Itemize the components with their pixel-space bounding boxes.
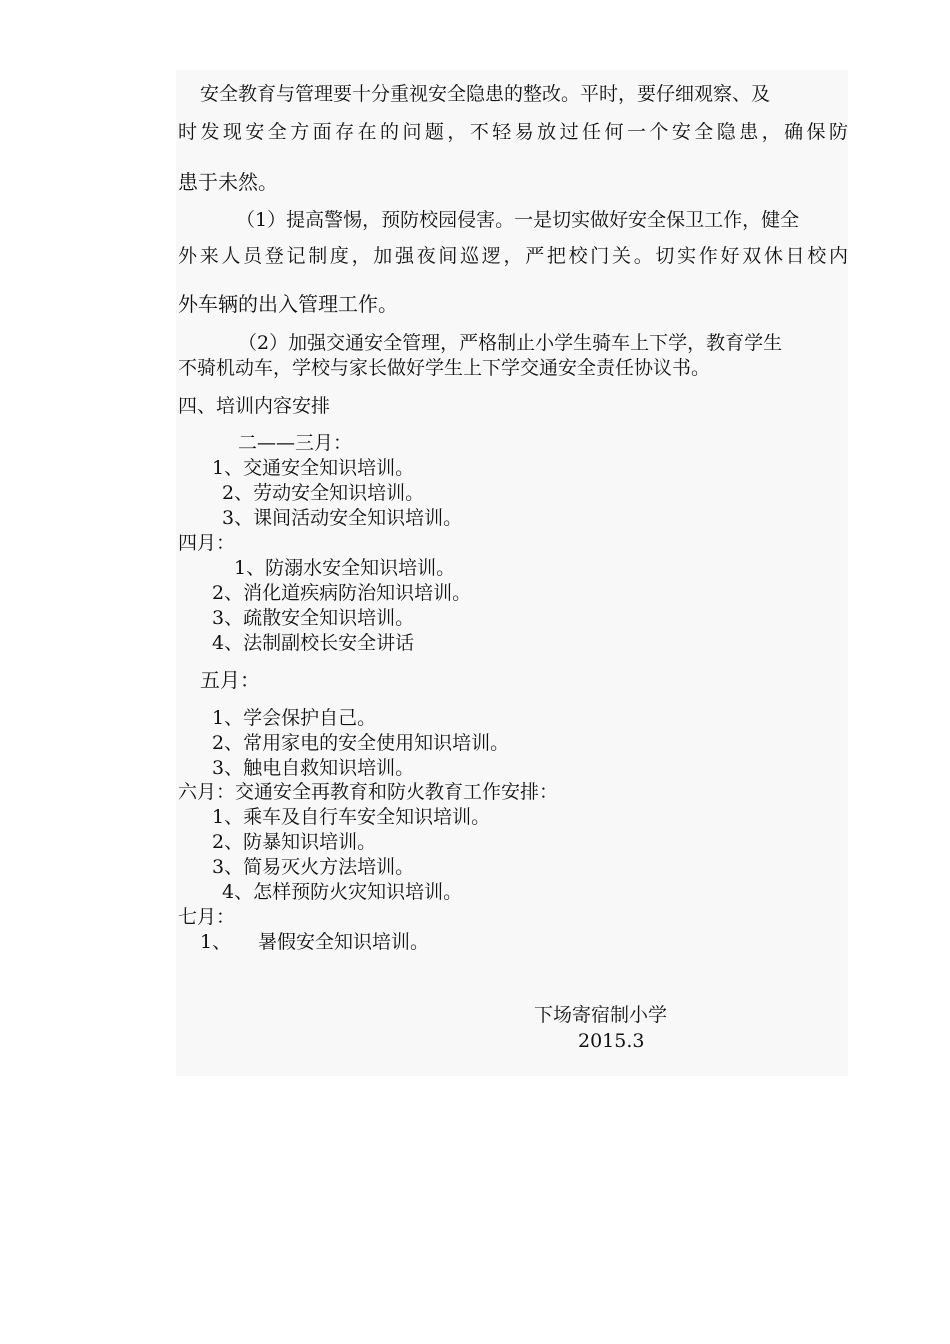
paragraph-1-line-3: 患于未然。 (178, 170, 278, 194)
month-label-may: 五月： (200, 668, 260, 692)
list-item: 3、疏散安全知识培训。 (212, 607, 415, 629)
paragraph-1-line-1: 安全教育与管理要十分重视安全隐患的整改。平时，要仔细观察、及 (200, 83, 771, 105)
list-item: 4、法制副校长安全讲话 (212, 632, 415, 654)
list-item: 2、防暴知识培训。 (212, 831, 377, 853)
list-item: 1、学会保护自己。 (212, 707, 377, 729)
list-item: 2、常用家电的安全使用知识培训。 (212, 732, 510, 754)
list-item: 2、消化道疾病防治知识培训。 (212, 582, 472, 604)
document-date: 2015.3 (578, 1030, 645, 1052)
list-item: 3、课间活动安全知识培训。 (222, 507, 463, 529)
section-heading: 四、培训内容安排 (178, 395, 331, 417)
month-label-jul: 七月： (178, 906, 236, 928)
list-item: 1、乘车及自行车安全知识培训。 (212, 806, 491, 828)
month-label-jun: 六月：交通安全再教育和防火教育工作安排： (178, 781, 559, 803)
month-label-apr: 四月： (178, 532, 236, 554)
list-item-number: 1、 (200, 931, 232, 953)
list-item: 1、防溺水安全知识培训。 (234, 557, 456, 579)
paragraph-3-line-2: 不骑机动车，学校与家长做好学生上下学交通安全责任协议书。 (178, 357, 711, 379)
list-item-text: 暑假安全知识培训。 (258, 931, 430, 953)
paragraph-1-line-2: 时发现安全方面存在的问题，不轻易放过任何一个安全隐患，确保防 (178, 121, 848, 143)
paragraph-2-line-3: 外车辆的出入管理工作。 (178, 292, 398, 316)
list-item: 1、交通安全知识培训。 (212, 457, 415, 479)
school-name: 下场寄宿制小学 (534, 1004, 668, 1026)
month-label-feb-mar: 二——三月： (238, 432, 353, 454)
paragraph-2-line-2: 外来人员登记制度，加强夜间巡逻，严把校门关。切实作好双休日校内 (178, 245, 848, 267)
list-item: 4、怎样预防火灾知识培训。 (222, 881, 463, 903)
paragraph-2-line-1: （1）提高警惕，预防校园侵害。一是切实做好安全保卫工作，健全 (236, 209, 800, 231)
list-item: 3、简易灭火方法培训。 (212, 856, 415, 878)
list-item: 2、劳动安全知识培训。 (222, 482, 425, 504)
paragraph-3-line-1: （2）加强交通安全管理，严格制止小学生骑车上下学，教育学生 (238, 332, 783, 354)
list-item: 3、触电自救知识培训。 (212, 757, 415, 779)
